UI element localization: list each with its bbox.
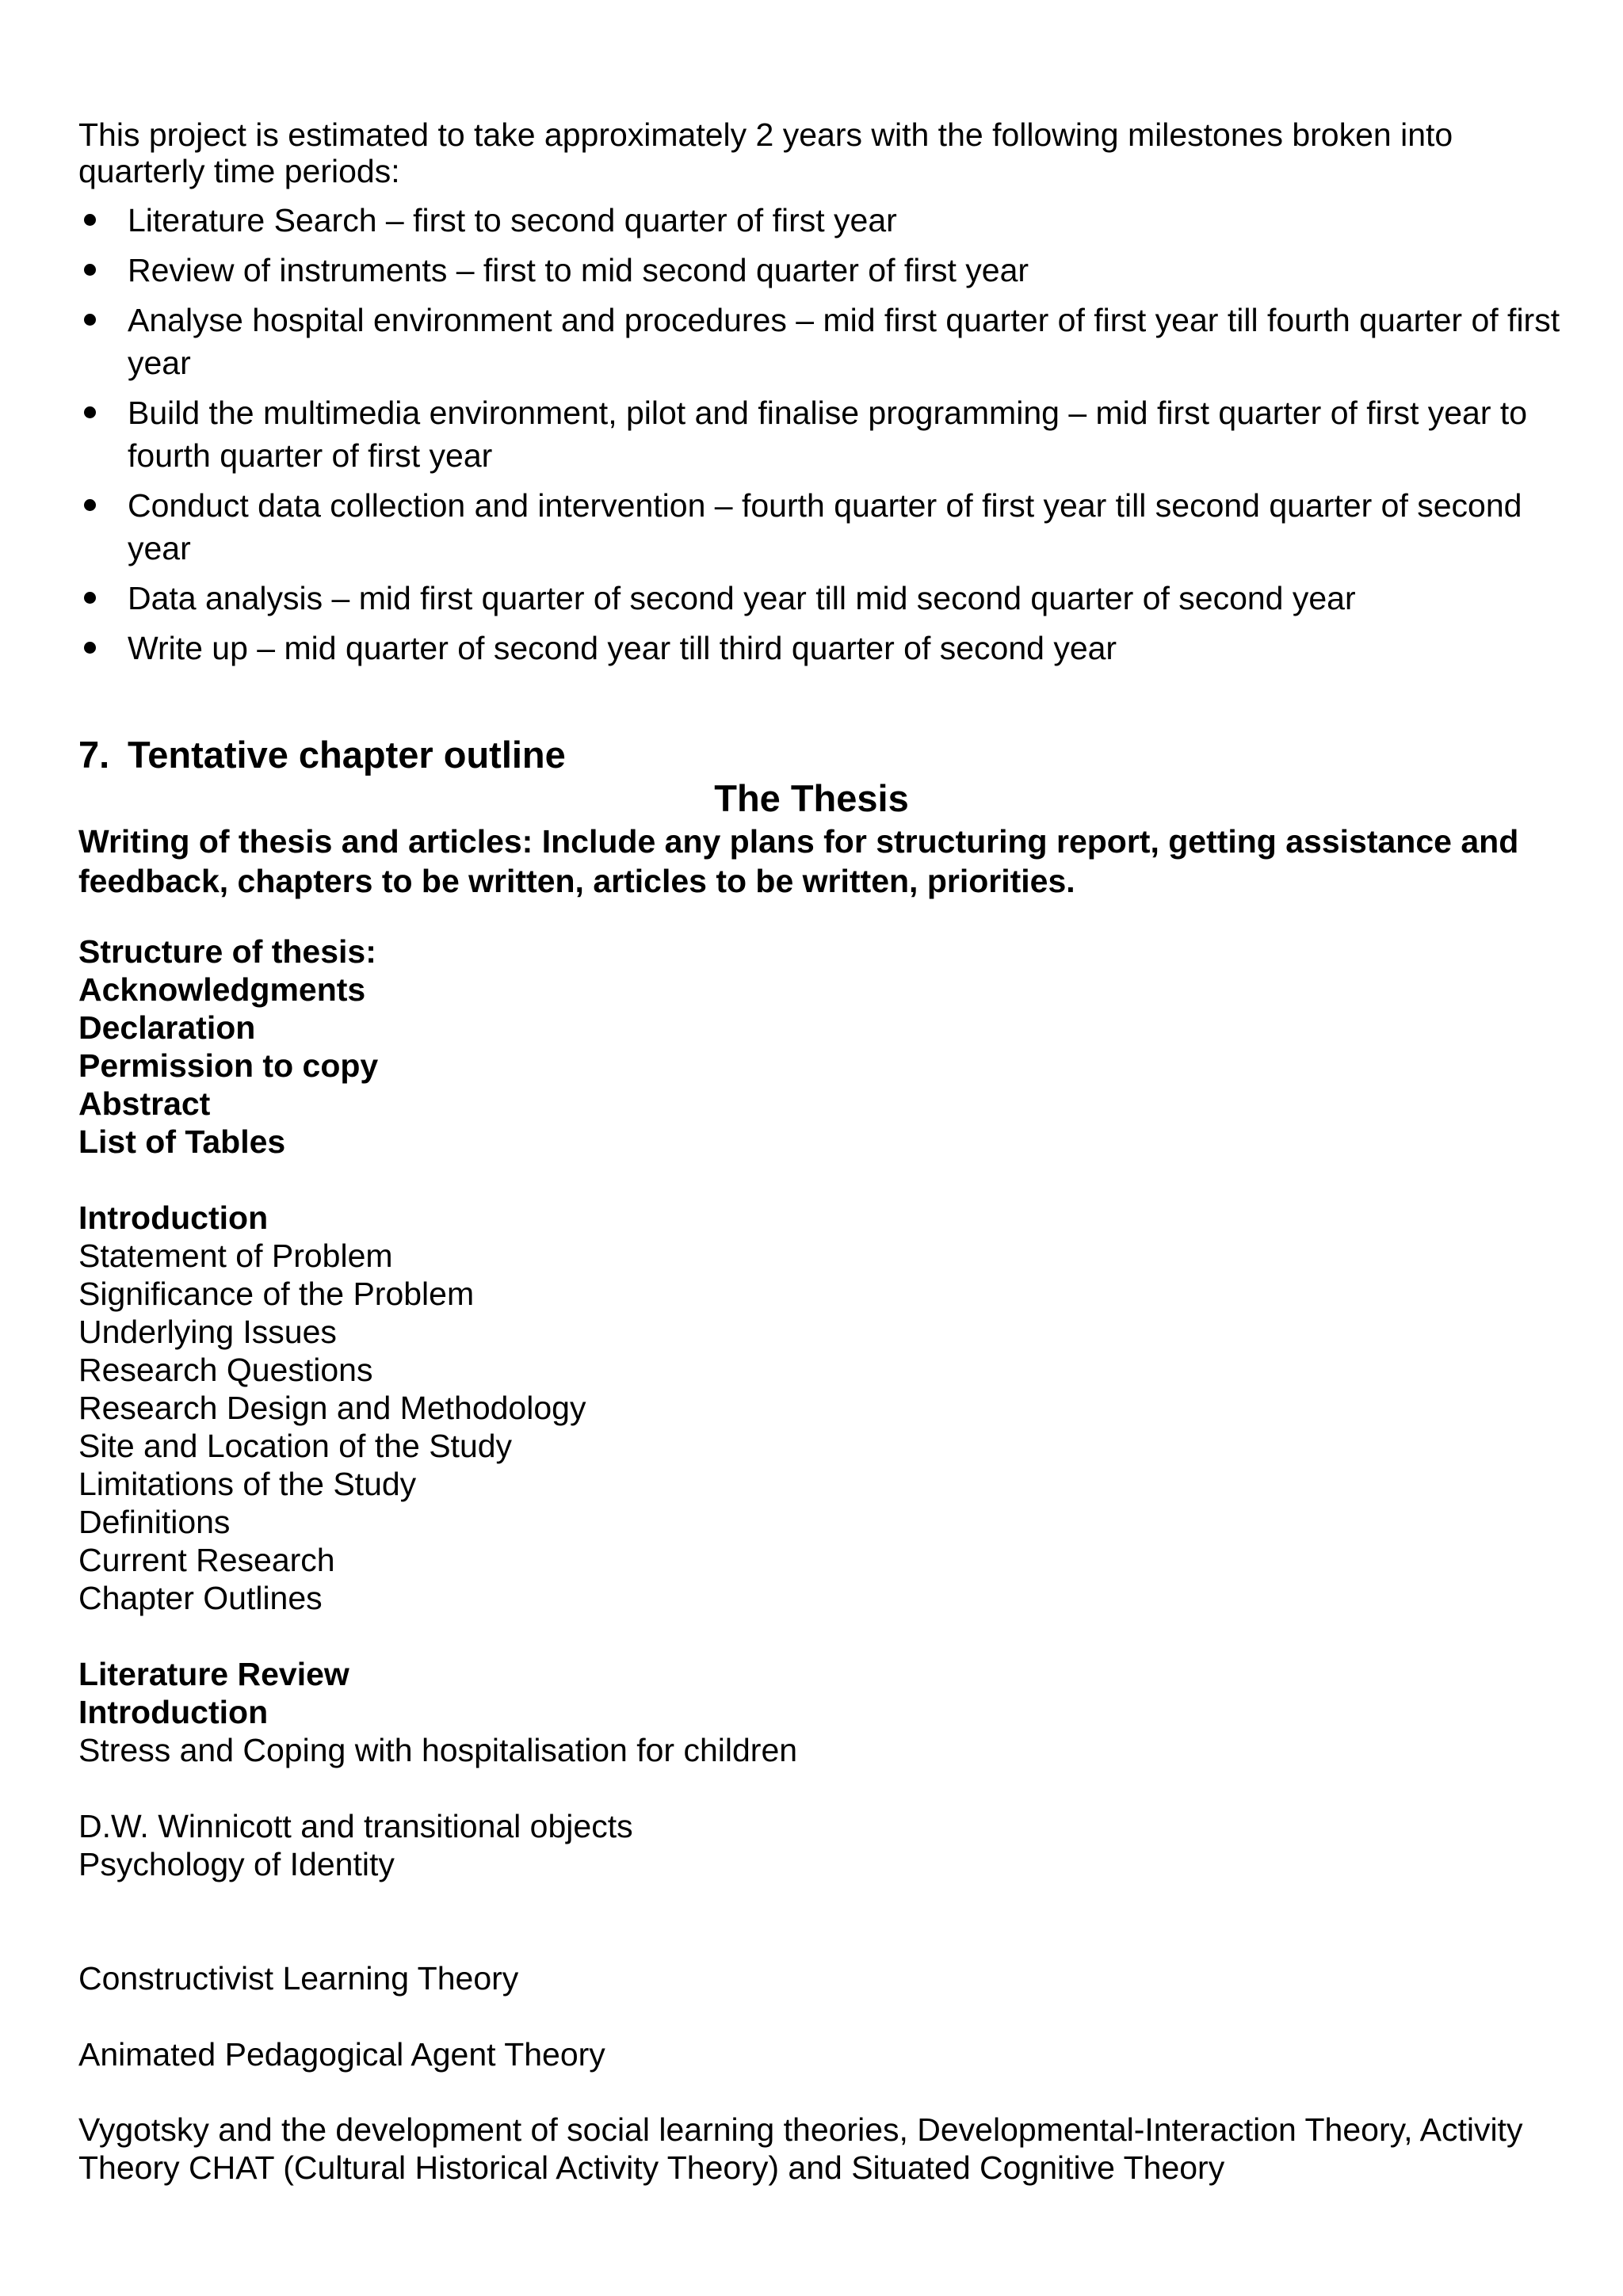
- literature-review-heading: Literature Review: [78, 1656, 349, 1692]
- bullet-icon: [84, 406, 96, 418]
- list-item: Significance of the Problem: [78, 1276, 475, 1312]
- bullet-icon: [84, 499, 96, 511]
- list-item: Limitations of the Study: [78, 1466, 417, 1502]
- list-item: Chapter Outlines: [78, 1580, 323, 1616]
- thesis-title: The Thesis: [714, 777, 909, 819]
- list-item: D.W. Winnicott and transitional objects: [78, 1808, 633, 1844]
- bullet-icon: [84, 642, 96, 654]
- section-title: Tentative chapter outline: [128, 734, 566, 776]
- list-item: Acknowledgments: [78, 971, 366, 1008]
- list-item: List of Tables: [78, 1123, 286, 1160]
- list-item: Declaration: [78, 1009, 256, 1046]
- list-item: Write up – mid quarter of second year till third quarter of second year: [78, 627, 1568, 669]
- list-item: Research Design and Methodology: [78, 1390, 586, 1426]
- list-item: Statement of Problem: [78, 1238, 393, 1274]
- vygotsky-paragraph: Vygotsky and the development of social learning theories, Developmental-Interaction Theory, Activity Theory CHAT (Cultural Historical Activity Theory) and Situated Cognitive Theory: [78, 2111, 1523, 2186]
- list-item: Literature Search – first to second quarter of first year: [78, 199, 1568, 242]
- intro-paragraph: This project is estimated to take approximately 2 years with the following milestones broken into quarterly time periods:: [78, 116, 1453, 189]
- structure-heading: Structure of thesis:: [78, 933, 376, 970]
- section-heading: [78, 733, 1568, 777]
- list-item: Analyse hospital environment and procedures – mid first quarter of first year till fourth quarter of first year: [78, 299, 1568, 384]
- introduction-heading: Introduction: [78, 1199, 269, 1236]
- list-item: Data analysis – mid first quarter of second year till mid second quarter of second year: [78, 577, 1568, 620]
- structure-section: [78, 933, 1568, 1161]
- literature-review-section: [78, 1655, 1568, 1769]
- list-item: Animated Pedagogical Agent Theory: [78, 2036, 605, 2073]
- list-item: Build the multimedia environment, pilot and finalise programming – mid first quarter of first year to fourth quarter of first year: [78, 391, 1568, 477]
- bullet-icon: [84, 314, 96, 326]
- list-item: Conduct data collection and intervention – fourth quarter of first year till second quarter of second year: [78, 484, 1568, 570]
- bullet-icon: [84, 264, 96, 276]
- agent-block: [78, 2035, 1568, 2073]
- winnicott-block: [78, 1807, 1568, 1883]
- list-item: Definitions: [78, 1504, 231, 1540]
- list-item: Stress and Coping with hospitalisation for children: [78, 1732, 798, 1768]
- writing-note: Writing of thesis and articles: Include any plans for structuring report, getting assistance and feedback, chapters to be written, articles to be written, priorities.: [78, 823, 1519, 899]
- bullet-icon: [84, 214, 96, 226]
- literature-review-subheading: Introduction: [78, 1694, 269, 1730]
- list-item: Constructivist Learning Theory: [78, 1960, 519, 1997]
- introduction-section: [78, 1199, 1568, 1617]
- list-item: Current Research: [78, 1542, 335, 1578]
- constructivist-block: [78, 1959, 1568, 1997]
- list-item: Underlying Issues: [78, 1314, 337, 1350]
- list-item: Abstract: [78, 1085, 211, 1122]
- list-item: Review of instruments – first to mid second quarter of first year: [78, 249, 1568, 292]
- milestones-list: [78, 199, 1568, 677]
- bullet-icon: [84, 592, 96, 604]
- section-number: 7.: [78, 734, 110, 776]
- list-item: Site and Location of the Study: [78, 1428, 513, 1464]
- list-item: Research Questions: [78, 1352, 373, 1388]
- list-item: Psychology of Identity: [78, 1846, 395, 1882]
- list-item: Permission to copy: [78, 1047, 379, 1084]
